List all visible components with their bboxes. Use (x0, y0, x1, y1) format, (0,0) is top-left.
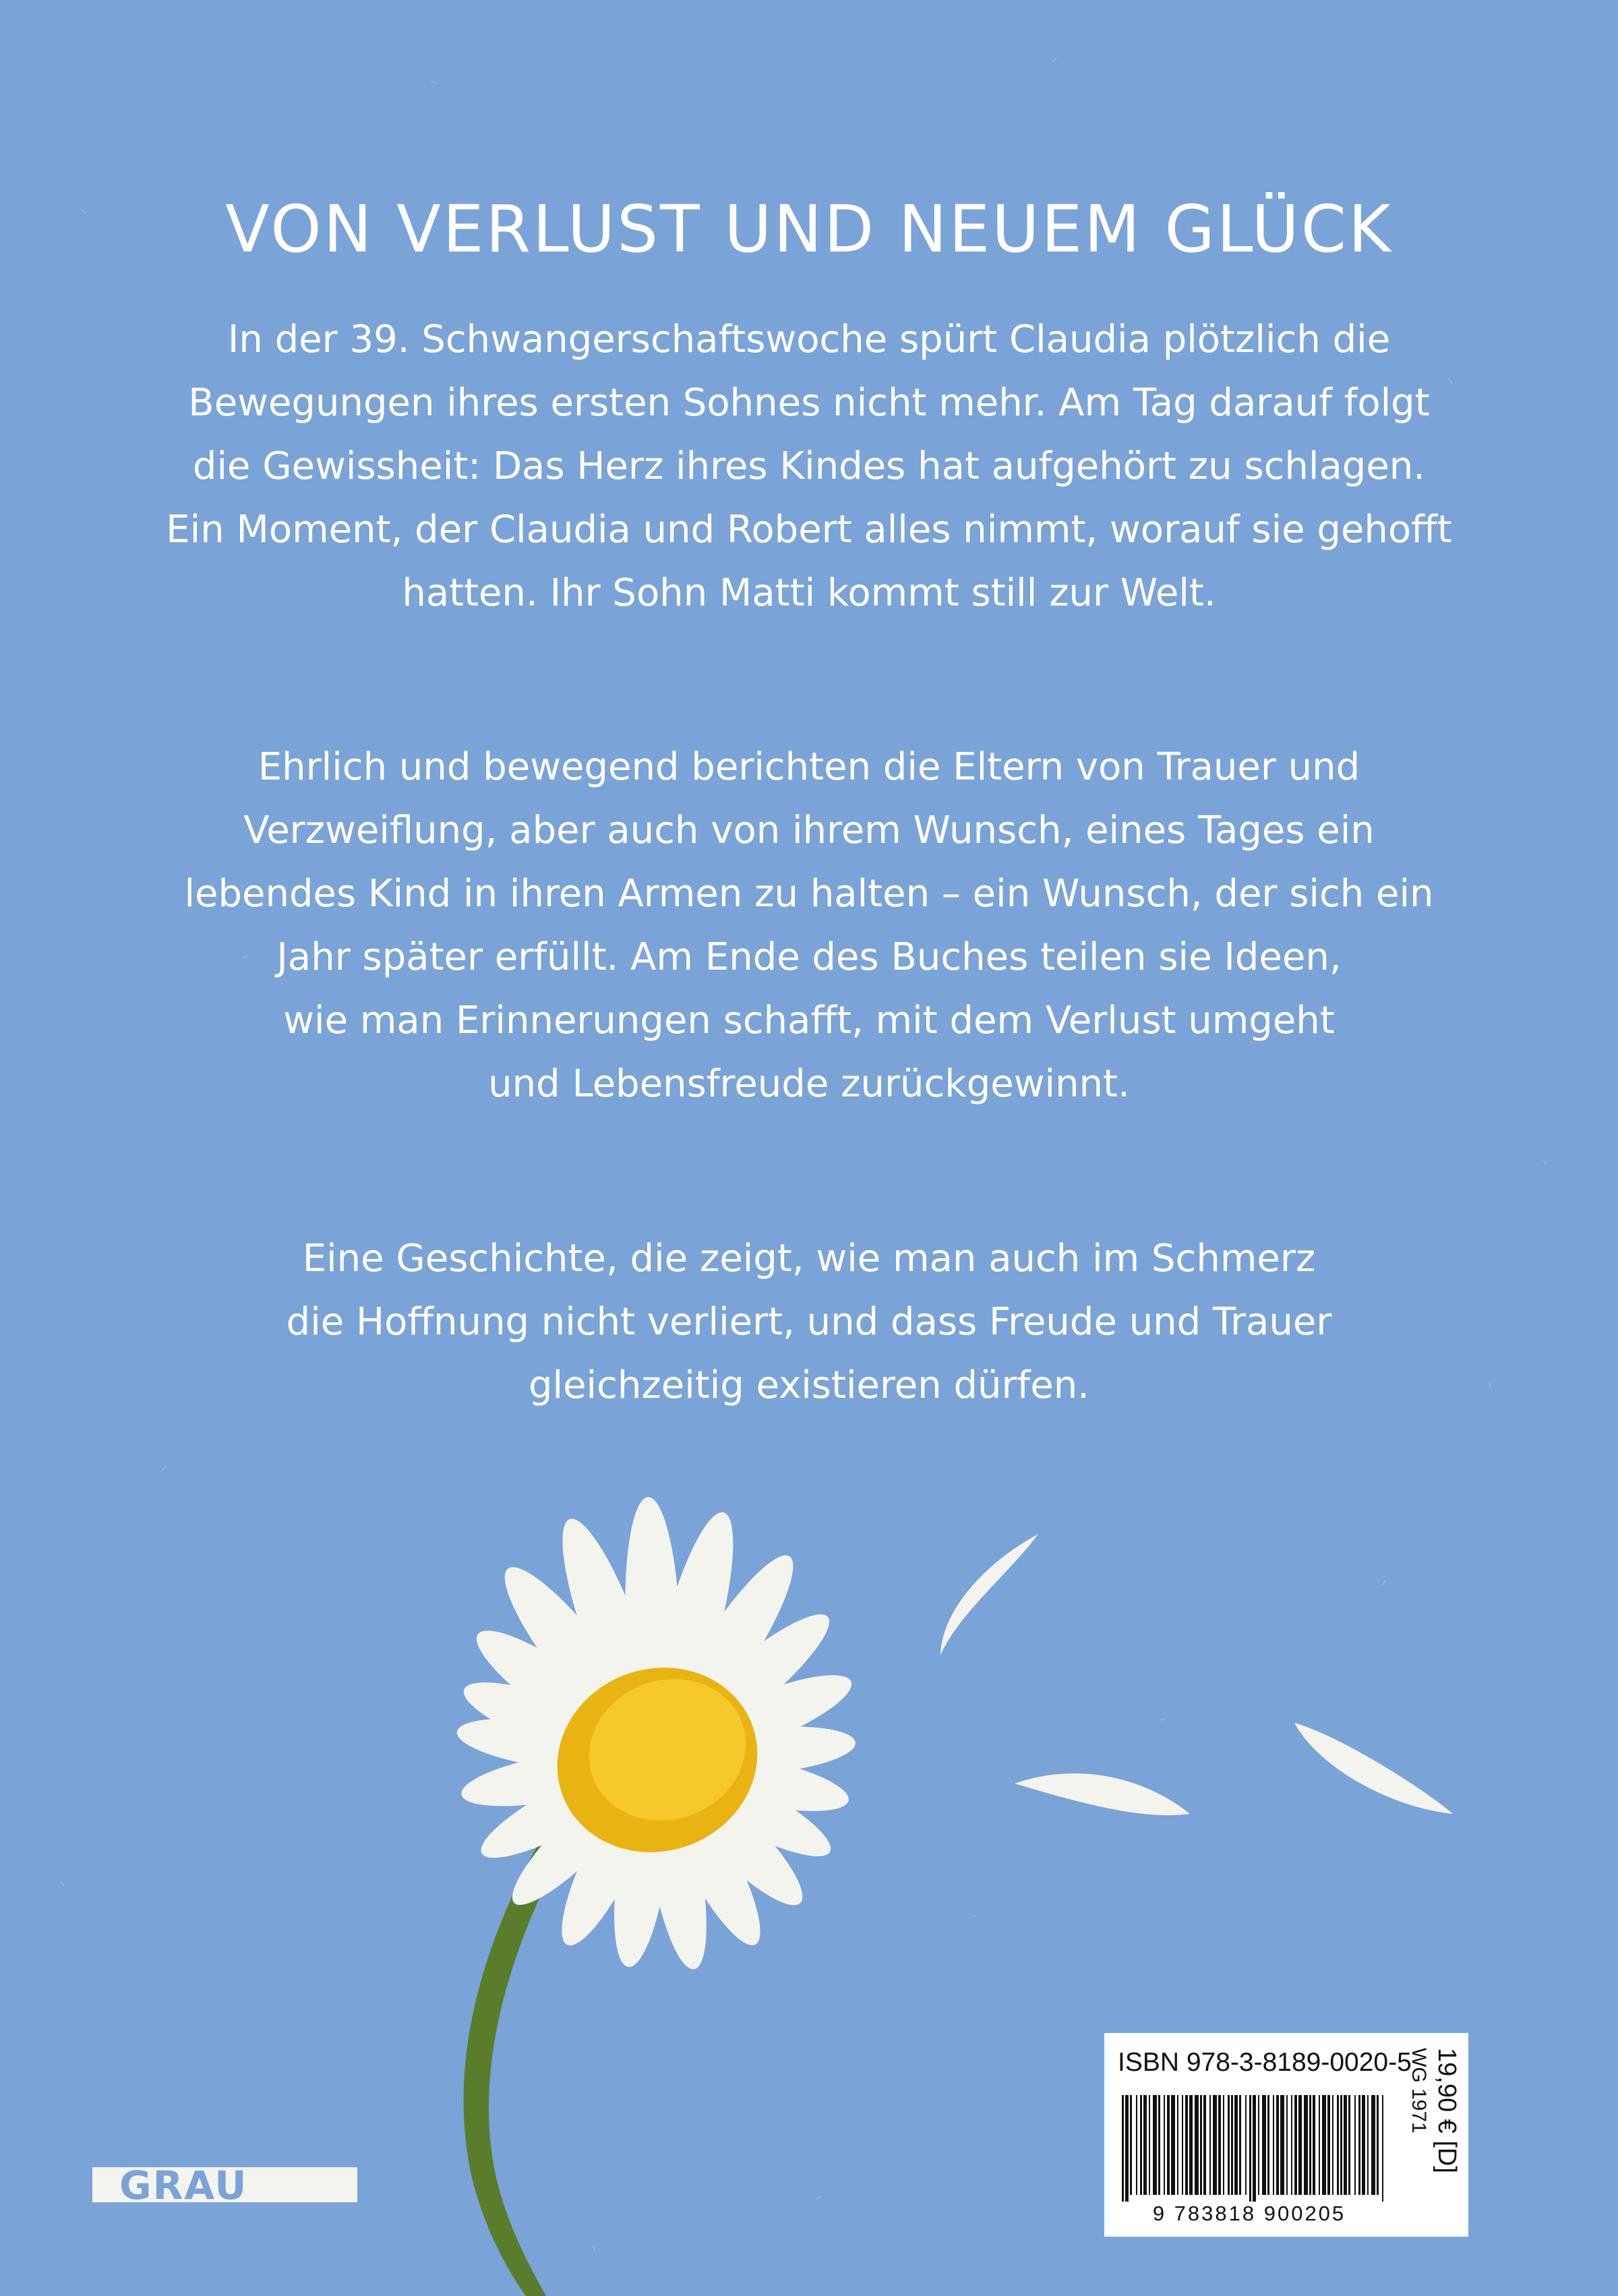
barcode-bar (1382, 2095, 1383, 2202)
barcode-bar (1189, 2095, 1193, 2195)
barcode-bar (1234, 2095, 1238, 2195)
barcode-bar (1143, 2095, 1147, 2195)
barcode-bar (1267, 2095, 1269, 2195)
barcode-bar (1218, 2095, 1221, 2195)
barcode-bar (1262, 2095, 1266, 2195)
text-line: Bewegungen ihres ersten Sohnes nicht mehr. Am Tag darauf folgt (188, 381, 1430, 425)
barcode-bar (1171, 2095, 1175, 2195)
barcode-bar (1140, 2095, 1142, 2195)
barcode-bar (1195, 2095, 1199, 2195)
text-line: Ehrlich und bewegend berichten die Eltern von Trauer und (258, 745, 1360, 789)
barcode-bar (1258, 2095, 1259, 2195)
barcode-bar (1291, 2095, 1292, 2195)
barcode-bar (1332, 2095, 1334, 2195)
text-line: hatten. Ihr Sohn Matti kommt still zur Welt. (402, 571, 1216, 615)
barcode-bar (1344, 2095, 1347, 2195)
barcode-bar (1358, 2095, 1360, 2195)
text-line: und Lebensfreude zurückgewinnt. (488, 1062, 1130, 1106)
barcode-bar (1122, 2095, 1124, 2202)
barcode-bar (1153, 2095, 1157, 2195)
barcode-bar (1185, 2095, 1188, 2195)
barcode-bar (1377, 2095, 1379, 2195)
grau-logo (92, 2160, 357, 2209)
isbn-text: ISBN 978-3-8189-0020-5 (1118, 2048, 1412, 2077)
barcode-box (1104, 2033, 1468, 2237)
text-line: gleichzeitig existieren dürfen. (528, 1363, 1090, 1407)
barcode-bar (1337, 2095, 1339, 2195)
falling-petal (940, 1534, 1453, 1815)
barcode-bar (1348, 2095, 1350, 2195)
text-line: Jahr später erfüllt. Am Ende des Buches teilen sie Ideen, (276, 935, 1342, 979)
barcode-bar (1273, 2095, 1274, 2195)
barcode-bar (1177, 2095, 1178, 2195)
price-text: 19,90 € [D] (1433, 2048, 1461, 2173)
barcode-bar (1209, 2095, 1211, 2195)
barcode-bar (1182, 2095, 1183, 2195)
barcode-bar (1294, 2095, 1297, 2195)
barcode-bar (1313, 2095, 1315, 2195)
barcode-bar (1322, 2095, 1326, 2195)
barcode-bar (1276, 2095, 1279, 2195)
barcode-bar (1327, 2095, 1330, 2195)
barcode-bar (1130, 2095, 1132, 2195)
barcode-bar (1136, 2095, 1137, 2195)
barcode-bar (1125, 2095, 1129, 2202)
barcode-bar (1253, 2095, 1256, 2202)
barcode-bar (1223, 2095, 1224, 2195)
barcode-bar (1298, 2095, 1302, 2195)
barcode-bar (1319, 2095, 1320, 2195)
barcode-bar (1158, 2095, 1160, 2195)
barcode-digits: 9 783818 900205 (1152, 2202, 1346, 2225)
barcode-bar (1164, 2095, 1165, 2195)
barcode-bar (1203, 2095, 1206, 2195)
text-line: Eine Geschichte, die zeigt, wie man auch im Schmerz (302, 1237, 1316, 1281)
barcode-bar (1354, 2095, 1356, 2195)
barcode-bar (1213, 2095, 1217, 2195)
price-info (1401, 2048, 1462, 2223)
text-line: die Gewissheit: Das Herz ihres Kindes hat aufgehört zu schlagen. (192, 444, 1426, 488)
barcode-bar (1309, 2095, 1311, 2195)
barcode-bar (1239, 2095, 1241, 2195)
barcode-bar (1149, 2095, 1150, 2195)
text-line: Ein Moment, der Claudia und Robert alles nimmt, worauf sie gehofft (166, 508, 1452, 552)
text-line: In der 39. Schwangerschaftswoche spürt Claudia plötzlich die (227, 318, 1391, 361)
barcode-bar (1167, 2095, 1170, 2195)
barcode-bar (1280, 2095, 1284, 2195)
cover-title: VON VERLUST UND NEUEM GLÜCK (225, 192, 1393, 268)
barcode-bar (1367, 2095, 1369, 2195)
grau-logo-text: GRAU (119, 2162, 248, 2208)
barcode-bar (1362, 2095, 1365, 2195)
barcode-bar (1304, 2095, 1308, 2195)
barcode-bar (1200, 2095, 1202, 2195)
barcode-bar (1371, 2095, 1375, 2195)
text-line: Verzweiflung, aber auch von ihrem Wunsch, eines Tages ein (243, 808, 1375, 852)
text-line: die Hoffnung nicht verliert, und dass Freude und Trauer (286, 1300, 1332, 1344)
barcode-bar (1340, 2095, 1342, 2195)
warengruppe-text: WG 1971 (1408, 2048, 1430, 2133)
barcode-bar (1231, 2095, 1233, 2195)
barcode (1119, 2095, 1389, 2203)
barcode-bar (1245, 2095, 1247, 2195)
barcode-bar (1249, 2095, 1251, 2202)
text-line: lebendes Kind in ihren Armen zu halten – ein Wunsch, der sich ein (184, 872, 1434, 916)
barcode-bar (1286, 2095, 1288, 2195)
barcode-bar (1228, 2095, 1230, 2195)
text-line: wie man Erinnerungen schafft, mit dem Verlust umgeht (283, 999, 1335, 1042)
